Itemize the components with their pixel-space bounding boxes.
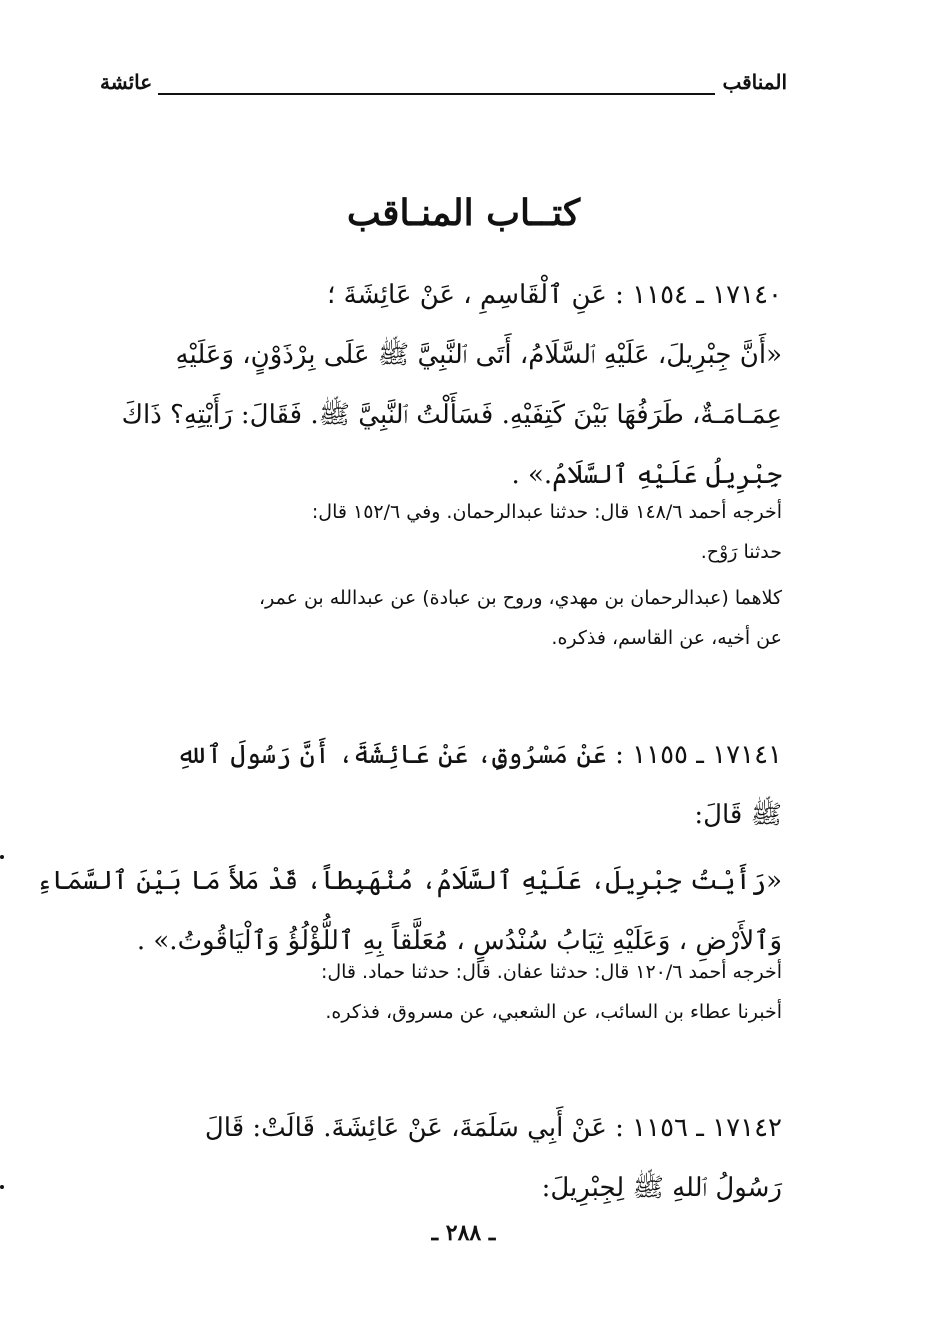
book-title: كتــاب المنـاقب <box>346 192 581 234</box>
hadith-heading: ١٧١٤١ ـ ١١٥٥ : عَنْ مَسْرُوقٍ، عَنْ عَائِشَةَ، أَنَّ رَسُولَ ٱللهِ <box>176 740 782 770</box>
takhrij-line: عن أخيه، عن القاسم، فذكره. <box>551 627 782 649</box>
hadith-text-line: «رَأَيْتُ جِبْرِيلَ، عَلَيْهِ ٱلسَّلَامُ، مُنْهَبِطاً، قَدْ مَلأَ مَا بَيْنَ ٱلسَّمَاءِ <box>36 866 782 896</box>
hadith-text-line: رَسُولُ ٱللهِ ﷺ لِجِبْرِيلَ: <box>541 1173 782 1203</box>
header-subsection: عائشة <box>100 70 153 94</box>
running-header <box>100 70 787 110</box>
hadith-heading-continued: ﷺ قَالَ: <box>694 800 782 830</box>
hadith-text-line: عِمَـامَـةٌ، طَرَفُهَا بَيْنَ كَتِفَيْهِ. فَسَأَلْتُ ٱلنَّبِيَّ ﷺ. فَقَالَ: رَأَيْتِهِ؟ ذَاكَ <box>121 400 782 430</box>
takhrij-17141 <box>80 952 782 1032</box>
header-section: المناقب <box>722 70 787 94</box>
takhrij-line: أخرجه أحمد ١٢٠/٦ قال: حدثنا عفان. قال: حدثنا حماد. قال: <box>320 961 782 983</box>
page-number: ـ ٢٨٨ ـ <box>431 1220 496 1246</box>
header-rule <box>158 93 715 95</box>
hadith-text-line: وَٱلأَرْضِ ، وَعَلَيْهِ ثِيَابُ سُنْدُسٍ ، مُعَلَّقاً بِهِ ٱللُّؤْلُؤُ وَٱلْيَاقُوتُ.» . <box>136 926 782 956</box>
scan-edge-mark <box>0 1185 4 1189</box>
takhrij-line: أخبرنا عطاء بن السائب، عن الشعبي، عن مسروق، فذكره. <box>325 1001 782 1023</box>
takhrij-17140 <box>80 492 782 658</box>
takhrij-line: حدثنا رَوْح. <box>700 541 782 563</box>
hadith-heading: ١٧١٤٢ ـ ١١٥٦ : عَنْ أَبِي سَلَمَةَ، عَنْ عَائِشَةَ. قَالَتْ: قَالَ <box>204 1113 782 1143</box>
scan-edge-mark <box>0 855 4 859</box>
hadith-text-line: جِبْرِيلُ عَلَيْهِ ٱلسَّلَامُ.» . <box>511 460 782 490</box>
hadith-17142 <box>80 1098 782 1218</box>
takhrij-line: كلاهما (عبدالرحمان بن مهدي، وروح بن عبادة) عن عبدالله بن عمر، <box>258 587 782 609</box>
hadith-heading: ١٧١٤٠ ـ ١١٥٤ : عَنِ ٱلْقَاسِمِ ، عَنْ عَائِشَةَ ؛ <box>327 280 782 310</box>
hadith-text-line: «أَنَّ جِبْرِيلَ، عَلَيْهِ ٱلسَّلَامُ، أَتَى ٱلنَّبِيَّ ﷺ عَلَى بِرْذَوْنٍ، وَعَلَيْهِ <box>175 340 782 370</box>
hadith-17140 <box>80 265 782 505</box>
takhrij-line: أخرجه أحمد ١٤٨/٦ قال: حدثنا عبدالرحمان. وفي ١٥٢/٦ قال: <box>311 501 782 523</box>
hadith-17141 <box>36 725 782 971</box>
